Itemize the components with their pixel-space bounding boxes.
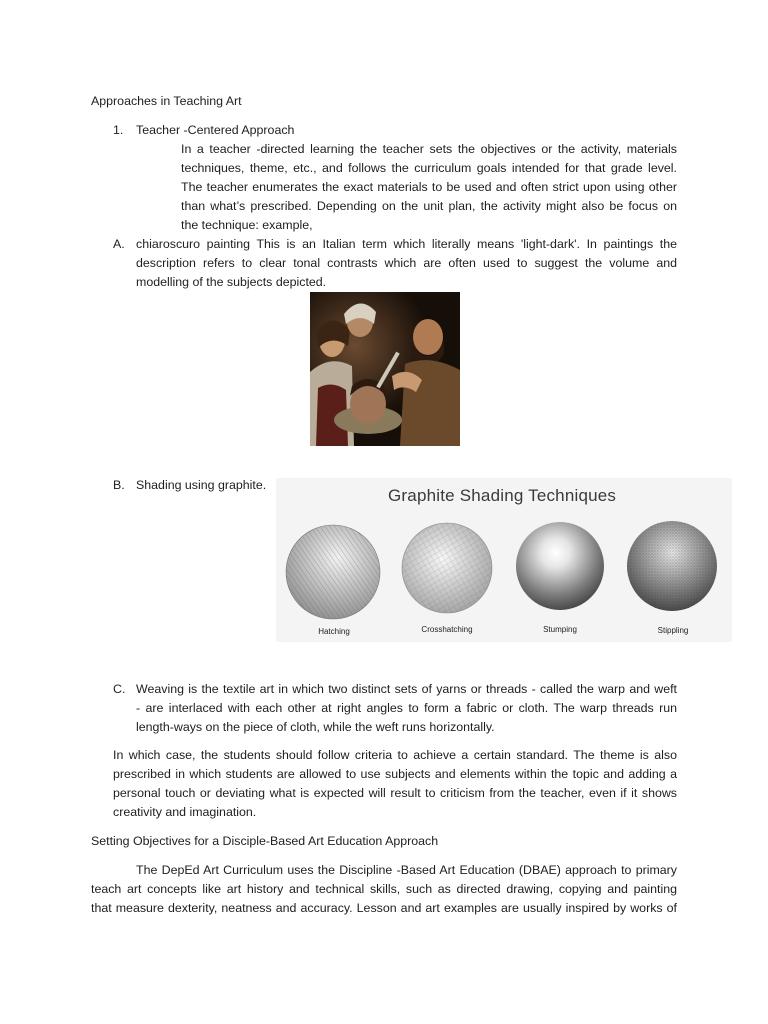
hatching-label: Hatching: [318, 627, 350, 636]
paragraph-2-line: The DepEd Art Curriculum uses the Discipline -Based Art Education (DBAE) approach to primary: [136, 863, 677, 877]
item-a-marker: A.: [113, 237, 125, 251]
item-1-line: than what’s prescribed. Depending on the unit plan, the activity might also be focus on: [181, 199, 677, 213]
item-1-line: The teacher enumerates the exact materials to be used and often strict upon using other: [181, 180, 677, 194]
paragraph-line: prescribed in which students are allowed to use subjects and elements within the topic and adding a: [113, 767, 677, 781]
item-1-title: Teacher -Centered Approach: [136, 123, 295, 137]
item-a-line: chiaroscuro painting This is an Italian term which literally means 'light-dark'. In paintings the: [136, 237, 677, 251]
item-b-marker: B.: [113, 478, 125, 492]
crosshatching-label: Crosshatching: [421, 625, 473, 634]
paragraph-2-line: teach art concepts like art history and technical skills, such as directed drawing, copying and painting: [91, 882, 677, 896]
item-c-marker: C.: [113, 682, 126, 696]
item-1-line: the technique: example,: [181, 218, 313, 232]
stumping-sphere: [516, 522, 604, 610]
hatching-sphere: [286, 525, 380, 619]
graphite-figure-title: Graphite Shading Techniques: [388, 486, 617, 505]
item-1-line: In a teacher -directed learning the teacher sets the objectives or the activity, materials: [181, 142, 677, 156]
item-1-number: 1.: [113, 123, 124, 137]
section-heading-2: Setting Objectives for a Disciple-Based Art Education Approach: [91, 834, 439, 848]
chiaroscuro-painting-image: [310, 292, 460, 446]
paragraph-line: In which case, the students should follow criteria to achieve a certain standard. The theme is also: [113, 748, 677, 762]
paragraph-2-line: that measure dexterity, neatness and accuracy. Lesson and art examples are usually inspired by works of: [91, 901, 677, 915]
item-c-line: length-ways on the piece of cloth, while the weft runs horizontally.: [136, 720, 495, 734]
crosshatching-sphere: [402, 523, 492, 613]
item-1-line: techniques, theme, etc., and follows the curriculum goals intended for that grade level.: [181, 161, 677, 175]
paragraph-line: creativity and imagination.: [113, 805, 257, 819]
section-heading: Approaches in Teaching Art: [91, 94, 242, 108]
item-a-line: description refers to clear tonal contrasts which are often used to suggest the volume and: [136, 256, 677, 270]
item-a-line: modelling of the subjects depicted.: [136, 275, 327, 289]
item-c-line: - are interlaced with each other at right angles to form a fabric or cloth. The warp threads run: [136, 701, 677, 715]
paragraph-line: personal touch or deviating what is expected will result to criticism from the teacher, even if it shows: [113, 786, 677, 800]
stumping-label: Stumping: [543, 625, 577, 634]
graphite-spheres: [276, 478, 732, 642]
stippling-label: Stippling: [657, 626, 689, 635]
stippling-sphere: [627, 521, 717, 611]
item-c-line: Weaving is the textile art in which two distinct sets of yarns or threads - called the warp and weft: [136, 682, 677, 696]
item-b-text: Shading using graphite.: [136, 478, 267, 492]
